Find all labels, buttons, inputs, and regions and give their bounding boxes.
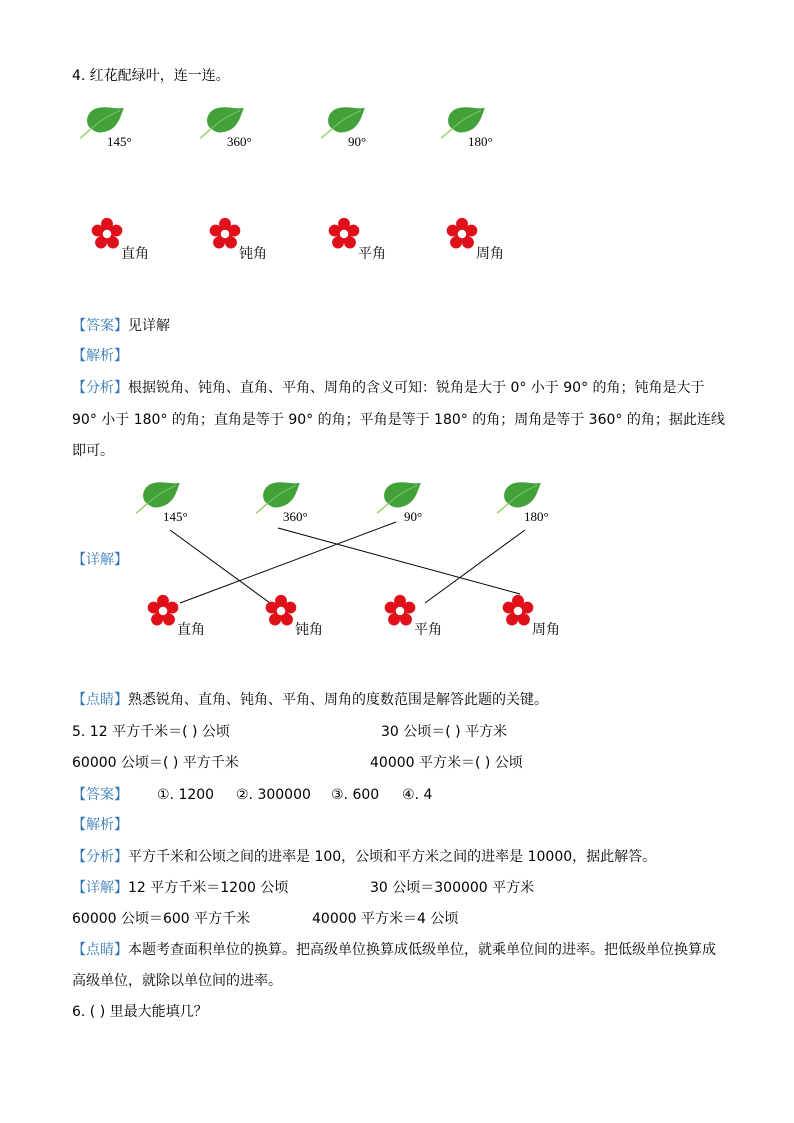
leaf-label: 90° (348, 134, 367, 149)
fenxi-text: 平方千米和公顷之间的进率是 100，公顷和平方米之间的进率是 10000，据此解答。 (128, 849, 657, 865)
flower-icon (264, 594, 298, 628)
flower-label: 钝角 (239, 246, 267, 262)
leaf-label: 360° (283, 509, 308, 524)
answer-item: ①. 1200 (157, 787, 215, 803)
flower-icon (383, 594, 417, 628)
leaf-label: 145° (163, 509, 188, 524)
flower-label: 直角 (121, 246, 149, 262)
question-5-line: 5. 12 平方千米＝( ) 公顷 (72, 724, 230, 740)
question-5-line: 60000 公顷＝( ) 平方千米 (72, 755, 239, 771)
answer-tag: 【答案】 (72, 787, 128, 803)
leaf-label: 90° (404, 509, 423, 524)
flower-icon (146, 594, 180, 628)
answer-item: ②. 300000 (236, 787, 311, 803)
detail-line (72, 878, 288, 898)
dianjing-tag: 【点睛】 (72, 692, 128, 708)
analysis-line: 即可。 (72, 443, 114, 459)
analysis-line: 90° 小于 180° 的角；直角是等于 90° 的角；平角是等于 180° 的角；周角是等于 360° 的角；据此连线 (72, 412, 725, 428)
dianjing-row (72, 690, 548, 710)
dianjing-tag: 【点睛】 (72, 942, 128, 958)
detail-text: 30 公顷＝300000 平方米 (370, 880, 535, 896)
flower-label: 周角 (532, 622, 560, 638)
detail-text: 12 平方千米＝1200 公顷 (128, 880, 289, 896)
connection-line (425, 530, 525, 603)
fenxi-tag: 【分析】 (72, 849, 128, 865)
dianjing-text: 熟悉锐角、直角、钝角、平角、周角的度数范围是解答此题的关键。 (128, 692, 548, 708)
flower-label: 直角 (177, 622, 205, 638)
fenxi-tag: 【分析】 (72, 380, 128, 396)
analysis-line (72, 847, 656, 867)
detail-text: 40000 平方米＝4 公顷 (312, 911, 459, 927)
leaf-label: 145° (107, 134, 132, 149)
xiangjie-tag: 【详解】 (72, 552, 128, 568)
flower-label: 平角 (358, 246, 386, 262)
leaf-label: 360° (227, 134, 252, 149)
connection-line (170, 530, 270, 603)
leaf-label: 180° (468, 134, 493, 149)
question-4-title: 4. 红花配绿叶，连一连。 (72, 68, 230, 84)
dianjing-text: 本题考查面积单位的换算。把高级单位换算成低级单位，就乘单位间的进率。把低级单位换算成 (128, 942, 716, 958)
question-5-line: 40000 平方米＝( ) 公顷 (370, 755, 523, 771)
jiexi-tag: 【解析】 (72, 348, 128, 364)
answer-item: ③. 600 (331, 787, 380, 803)
answer-item: ④. 4 (402, 787, 433, 803)
answer-text: 见详解 (128, 318, 170, 334)
fenxi-text: 根据锐角、钝角、直角、平角、周角的含义可知：锐角是大于 0° 小于 90° 的角；钝角是大于 (128, 380, 705, 396)
connection-line (278, 528, 520, 594)
dianjing-row (72, 940, 716, 960)
leaf-label: 180° (524, 509, 549, 524)
flower-icon (501, 594, 535, 628)
answer-tag: 【答案】 (72, 318, 128, 334)
connection-line (180, 522, 396, 603)
flower-label: 平角 (414, 622, 442, 638)
question-5-line: 30 公顷＝( ) 平方米 (381, 724, 508, 740)
flower-label: 钝角 (295, 622, 323, 638)
jiexi-tag: 【解析】 (72, 817, 128, 833)
flower-label: 周角 (476, 246, 504, 262)
question-6-title: 6. ( ) 里最大能填几？ (72, 1004, 208, 1020)
dianjing-text: 高级单位，就除以单位间的进率。 (72, 973, 282, 989)
xiangjie-tag: 【详解】 (72, 880, 128, 896)
detail-text: 60000 公顷＝600 平方千米 (72, 911, 251, 927)
